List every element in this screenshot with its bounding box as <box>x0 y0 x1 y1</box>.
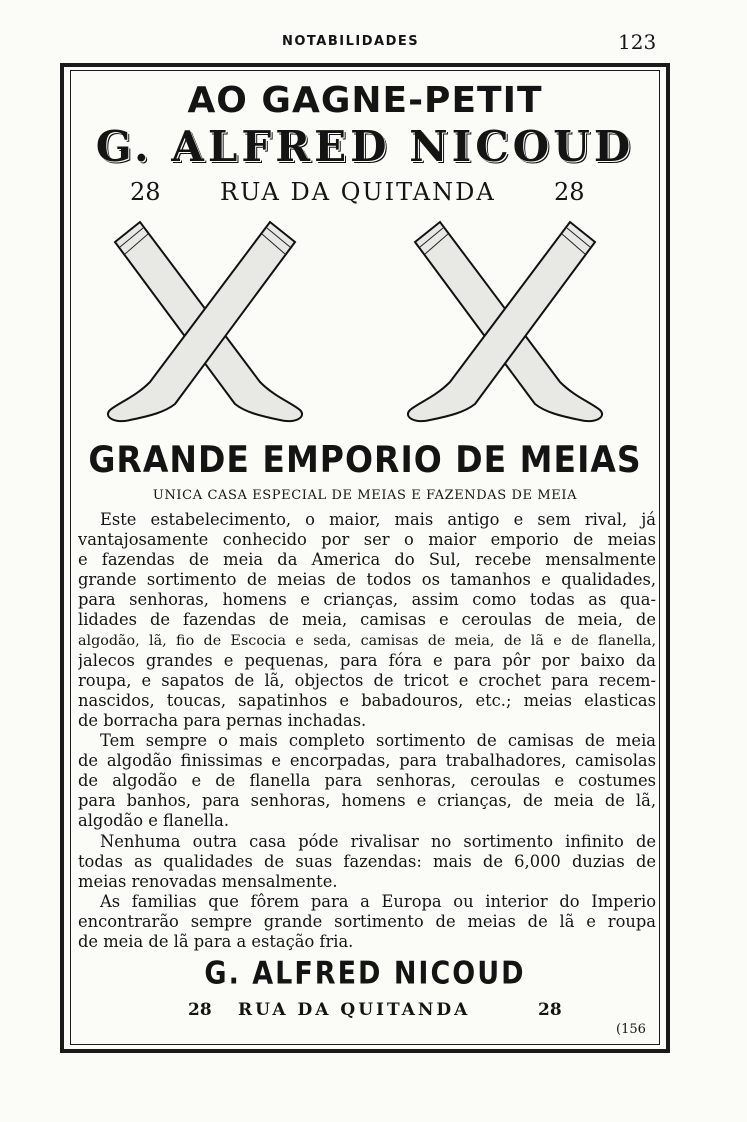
body-line: As familias que fôrem para a Europa ou interior do Imperio <box>100 891 656 911</box>
body-line: vantajosamente conhecido por ser o maior emporio de meias <box>78 530 656 550</box>
body-line: Este estabelecimento, o maior, mais antigo e sem rival, já <box>100 510 656 529</box>
signature-name: G. ALFRED NICOUD <box>204 955 526 992</box>
signature-number-left: 28 <box>188 1000 212 1020</box>
body-line: lidades de fazendas de meia, camisas e ceroulas de meia, de <box>78 610 656 630</box>
emporium-subheading: UNICA CASA ESPECIAL DE MEIAS E FAZENDAS DE MEIA <box>152 488 578 503</box>
body-line: todas as qualidades de suas fazendas: mais de 6,000 duzias de <box>78 851 656 871</box>
address-number-left: 28 <box>130 178 161 206</box>
body-line: grande sortimento de meias de todos os tamanhos e qualidades, <box>78 570 656 590</box>
address-street: RUA DA QUITANDA <box>220 178 496 206</box>
body-line: jalecos grandes e pequenas, para fóra e para pôr por baixo da <box>78 650 656 670</box>
running-head <box>0 30 747 54</box>
crossed-stockings-right-illustration <box>385 212 625 432</box>
body-line: encontrarão sempre grande sortimento de meias de lã e roupa <box>78 911 656 931</box>
advert-headline: AO GAGNE-PETIT <box>187 80 543 121</box>
body-line: de algodão finissimas e encorpadas, para trabalhadores, camisolas <box>78 751 656 771</box>
advert-body-text <box>78 510 656 952</box>
proprietor-name: G. ALFRED NICOUD <box>95 122 635 171</box>
emporium-heading: GRANDE EMPORIO DE MEIAS <box>88 438 642 481</box>
crossed-stockings-left-illustration <box>85 212 325 432</box>
body-line: de algodão e de flanella para senhoras, ceroulas e costumes <box>78 771 656 791</box>
body-line: para banhos, para senhoras, homens e crianças, de meia de lã, <box>78 791 656 811</box>
body-line: roupa, e sapatos de lã, objectos de tricot e crochet para recem- <box>78 670 656 690</box>
body-line: e fazendas de meia da America do Sul, recebe mensalmente <box>78 550 656 570</box>
body-line: de borracha para pernas inchadas. <box>78 710 367 730</box>
page-number: 123 <box>618 30 657 54</box>
signature-address <box>188 1000 588 1026</box>
address-line <box>130 178 590 208</box>
body-line: para senhoras, homens e crianças, assim como todas as qua- <box>78 590 656 610</box>
body-line: meias renovadas mensalmente. <box>78 871 338 891</box>
running-head-title: NOTABILIDADES <box>282 34 420 49</box>
body-line: Nenhuma outra casa póde rivalisar no sortimento infinito de <box>100 831 656 851</box>
address-number-right: 28 <box>554 178 585 206</box>
advert-code: (156 <box>616 1022 646 1037</box>
signature-street: RUA DA QUITANDA <box>238 1000 471 1020</box>
body-line: algodão e flanella. <box>78 811 230 831</box>
body-line: algodão, lã, fio de Escocia e seda, camisas de meia, de lã e de flanella, <box>78 632 656 649</box>
signature-number-right: 28 <box>538 1000 562 1020</box>
body-line: nascidos, toucas, sapatinhos e babadouros, etc.; meias elasticas <box>78 690 656 710</box>
body-line: de meia de lã para a estação fria. <box>78 931 354 951</box>
body-line: Tem sempre o mais completo sortimento de camisas de meia <box>100 731 656 751</box>
